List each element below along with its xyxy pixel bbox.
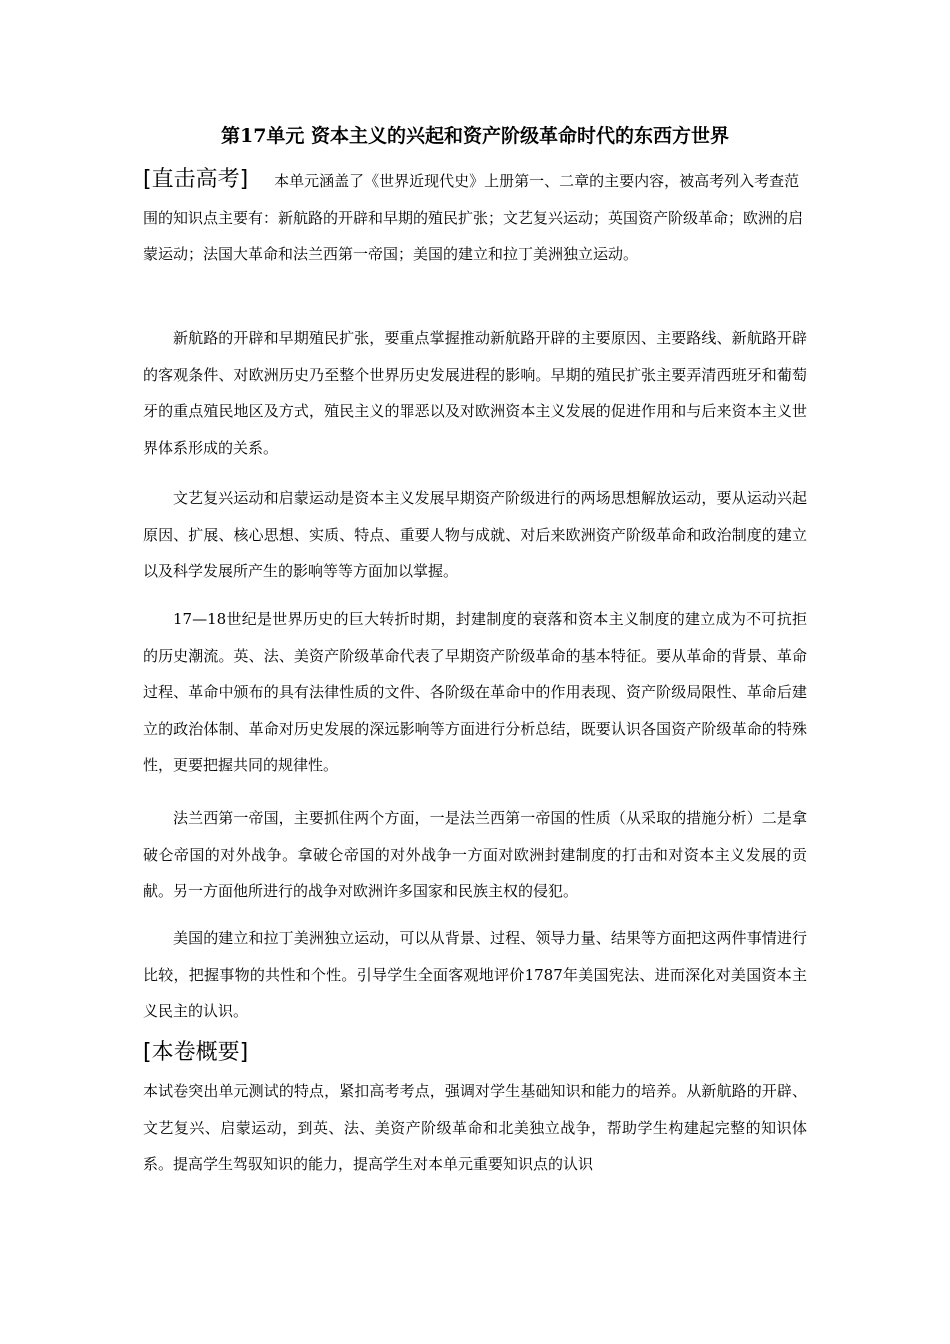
paragraph-renaissance: 文艺复兴运动和启蒙运动是资本主义发展早期资产阶级进行的两场思想解放运动，要从运动兴起原因、扩展、核心思想、实质、特点、重要人物与成就、对后来欧洲资产阶级革命和政治制度的建立以及科学发展所产生的影响等等方面加以掌握。 xyxy=(143,489,807,580)
section-direct-exam xyxy=(143,163,807,273)
paragraph-block xyxy=(143,920,807,1030)
intro-text: 本单元涵盖了《世界近现代史》上册第一、二章的主要内容，被高考列入考查范围的知识点主要有：新航路的开辟和早期的殖民扩张；文艺复兴运动；英国资产阶级革命；欧洲的启蒙运动；法国大革命和法兰西第一帝国；美国的建立和拉丁美洲独立运动。 xyxy=(143,172,804,263)
section-heading-direct-exam: [直击高考] xyxy=(143,167,249,192)
intro-paragraph xyxy=(143,167,804,263)
paragraph-block xyxy=(143,800,807,910)
paragraph-block xyxy=(143,601,807,784)
document-title: 第17单元 资本主义的兴起和资产阶级革命时代的东西方世界 xyxy=(220,125,730,147)
summary-paragraph: 本试卷突出单元测试的特点，紧扣高考考点，强调对学生基础知识和能力的培养。从新航路的开辟、文艺复兴、启蒙运动，到英、法、美资产阶级革命和北美独立战争，帮助学生构建起完整的知识体系。提高学生驾驭知识的能力，提高学生对本单元重要知识点的认识 xyxy=(143,1082,807,1173)
paragraph-revolutions: 17—18世纪是世界历史的巨大转折时期，封建制度的衰落和资本主义制度的建立成为不可抗拒的历史潮流。英、法、美资产阶级革命代表了早期资产阶级革命的基本特征。要从革命的背景、革命过程、革命中颁布的具有法律性质的文件、各阶级在革命中的作用表现、资产阶级局限性、革命后建立的政治体制、革命对历史发展的深远影响等方面进行分析总结，既要认识各国资产阶级革命的特殊性，更要把握共同的规律性。 xyxy=(143,610,807,774)
paragraph-block xyxy=(143,320,807,466)
paragraph-new-routes: 新航路的开辟和早期殖民扩张，要重点掌握推动新航路开辟的主要原因、主要路线、新航路开辟的客观条件、对欧洲历史乃至整个世界历史发展进程的影响。早期的殖民扩张主要弄清西班牙和葡萄牙的重点殖民地区及方式，殖民主义的罪恶以及对欧洲资本主义发展的促进作用和与后来资本主义世界体系形成的关系。 xyxy=(143,329,807,457)
paragraph-block xyxy=(143,480,807,590)
section-heading-summary: [本卷概要] xyxy=(143,1040,249,1065)
paragraph-first-empire: 法兰西第一帝国，主要抓住两个方面，一是法兰西第一帝国的性质（从采取的措施分析）二是拿破仑帝国的对外战争。拿破仑帝国的对外战争一方面对欧洲封建制度的打击和对资本主义发展的贡献。另一方面他所进行的战争对欧洲许多国家和民族主权的侵犯。 xyxy=(143,809,807,900)
paragraph-america: 美国的建立和拉丁美洲独立运动，可以从背景、过程、领导力量、结果等方面把这两件事情进行比较，把握事物的共性和个性。引导学生全面客观地评价1787年美国宪法、进而深化对美国资本主义民主的认识。 xyxy=(143,929,807,1020)
